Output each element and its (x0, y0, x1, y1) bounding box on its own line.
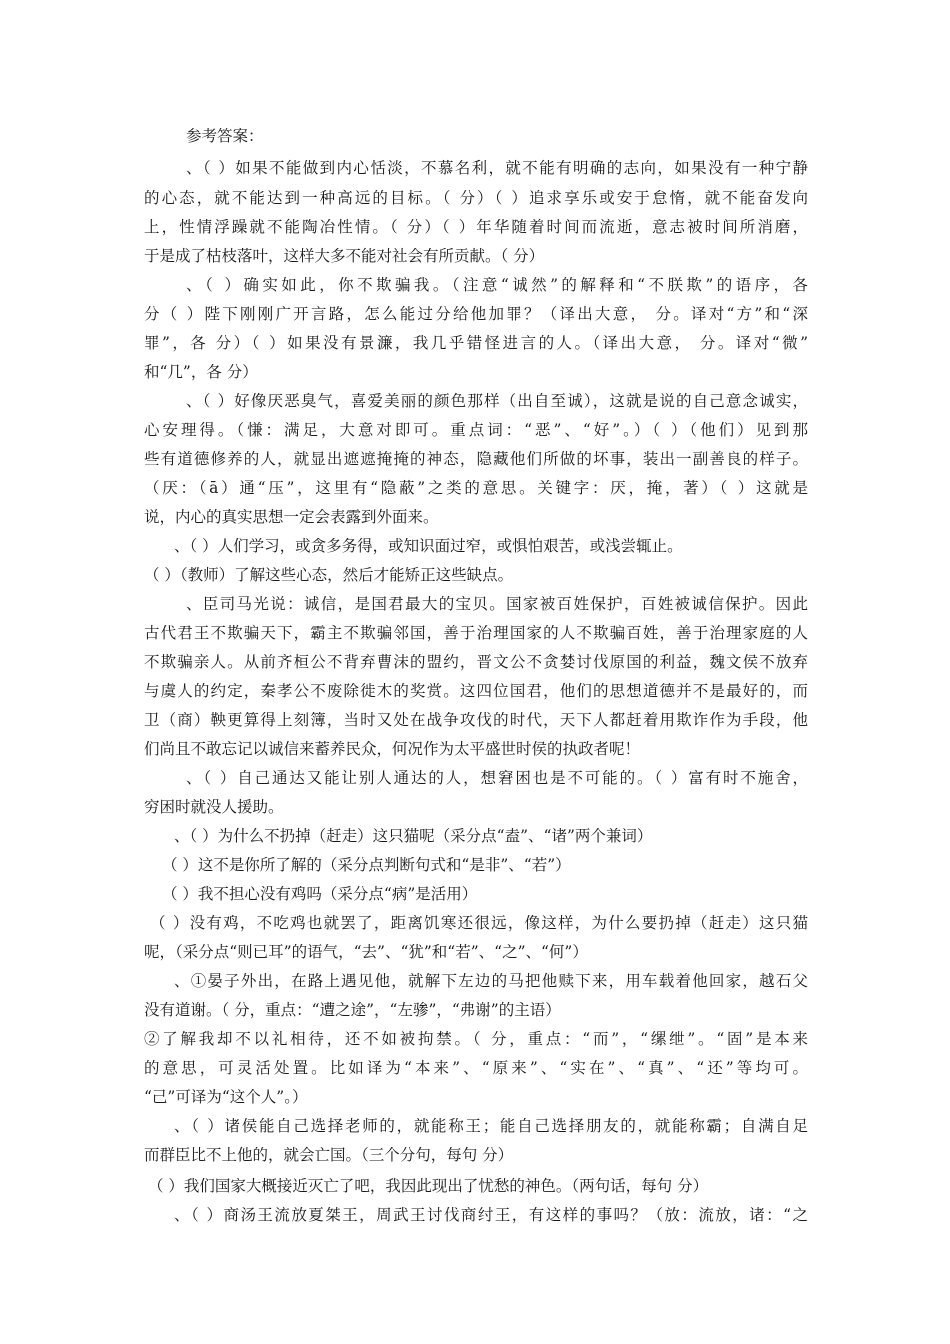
answer-1-line-2: 的心态，就不能达到一种高远的目标。（ 分）（ ）追求享乐或安于怠惰，就不能奋发向 (144, 189, 808, 207)
answer-2-line-2: 分（ ）陛下刚刚广开言路，怎么能过分给他加罪？（译出大意， 分。译对“方”和“深 (144, 305, 808, 323)
answer-7-line-4: （ ）没有鸡，不吃鸡也就罢了，距离饥寒还很远，像这样，为什么要扔掉（赶走）这只猫 (150, 914, 808, 932)
answer-2-line-4: 和“几”，各 分） (144, 363, 258, 381)
answer-5-line-1: 、臣司马光说：诚信，是国君最大的宝贝。国家被百姓保护，百姓被诚信保护。因此 (186, 595, 808, 613)
answer-8-line-4: 的意思，可灵活处置。比如译为“本来”、“原来”、“实在”、“真”、“还”等均可。 (144, 1059, 808, 1077)
answer-7-line-3: （ ）我不担心没有鸡吗（采分点“病”是活用） (162, 885, 478, 903)
answer-3-line-4: （厌：（ā）通“压”，这里有“隐蔽”之类的意思。关键字：厌，掩，著）（ ）这就是 (144, 479, 808, 497)
answer-8-line-3: ②了解我却不以礼相待，还不如被拘禁。（ 分，重点：“而”，“缧绁”。“固”是本来 (144, 1030, 808, 1048)
answer-2-line-3: 罪”，各 分）（ ）如果没有景濂，我几乎错怪进言的人。（译出大意， 分。译对“微” (144, 334, 808, 352)
answer-7-line-5: 呢，（采分点“则已耳”的语气，“去”、“犹”和“若”、“之”、“何”） (144, 943, 588, 961)
answer-3-line-3: 些有道德修养的人，就显出遮遮掩掩的神态，隐藏他们所做的坏事，装出一副善良的样子。 (144, 450, 808, 468)
answer-7-line-1: 、（ ）为什么不扔掉（赶走）这只猫呢（采分点“盍”、“诸”两个兼词） (174, 827, 653, 845)
answer-4-line-1: 、（ ）人们学习，或贪多务得，或知识面过窄，或惧怕艰苦，或浅尝辄止。 (174, 537, 683, 555)
answer-7-line-2: （ ）这不是你所了解的（采分点判断句式和“是非”、“若”） (162, 856, 571, 874)
answer-3-line-1: 、（ ）好像厌恶臭气，喜爱美丽的颜色那样（出自至诚），这就是说的自己意念诚实， (186, 392, 808, 410)
answer-9-line-1: 、（ ）诸侯能自己选择老师的，就能称王；能自己选择朋友的，就能称霸；自满自足 (174, 1117, 808, 1135)
answer-9-line-2: 而群臣比不上他的，就会亡国。（三个分句，每句 分） (144, 1146, 514, 1164)
answer-9-line-3: （ ）我们国家大概接近灭亡了吧，我因此现出了忧愁的神色。（两句话，每句 分） (148, 1177, 709, 1195)
answer-8-line-5: “己”可译为“这个人”。） (144, 1088, 308, 1106)
answer-10-line-1: 、（ ）商汤王流放夏桀王，周武王讨伐商纣王，有这样的事吗？（放：流放，诸：“之 (174, 1206, 808, 1224)
answer-6-line-1: 、（ ）自己通达又能让别人通达的人，想窘困也是不可能的。（ ）富有时不施舍， (186, 769, 808, 787)
answer-5-line-6: 们尚且不敢忘记以诚信来蓄养民众，何况作为太平盛世时侯的执政者呢！ (144, 740, 641, 758)
answer-1-line-4: 于是成了枯枝落叶，这样大多不能对社会有所贡献。（ 分） (144, 247, 545, 265)
answer-1-line-1: 、（ ）如果不能做到内心恬淡，不慕名利，就不能有明确的志向，如果没有一种宁静 (186, 159, 808, 177)
answer-1-line-3: 上，性情浮躁就不能陶冶性情。（ 分）（ ）年华随着时间而流逝，意志被时间所消磨， (144, 218, 808, 236)
answer-3-line-2: 心安理得。（慊：满足，大意对即可。重点词：“恶”、“好”。）（ ）（他们）见到那 (144, 421, 808, 439)
answer-5-line-2: 古代君王不欺骗天下，霸主不欺骗邻国，善于治理国家的人不欺骗百姓，善于治理家庭的人 (144, 624, 808, 642)
answer-heading: 参考答案： (186, 127, 264, 145)
answer-5-line-4: 与虞人的约定，秦孝公不废除徙木的奖赏。这四位国君，他们的思想道德并不是最好的，而 (144, 682, 808, 700)
answer-2-line-1: 、（ ）确实如此，你不欺骗我。（注意“诚然”的解释和“不朕欺”的语序，各 (186, 276, 808, 294)
answer-3-line-5: 说，内心的真实思想一定会表露到外面来。 (144, 508, 439, 526)
answer-8-line-1: 、①晏子外出，在路上遇见他，就解下左边的马把他赎下来，用车载着他回家，越石父 (174, 972, 808, 990)
answer-8-line-2: 没有道谢。（ 分，重点：“遭之途”，“左骖”，“弗谢”的主语） (144, 1001, 561, 1019)
answer-5-line-5: 卫（商）鞅更算得上刻簿，当时又处在战争攻伐的时代，天下人都赶着用欺诈作为手段，他 (144, 711, 808, 729)
answer-6-line-2: 穷困时就没人援助。 (144, 798, 284, 816)
answer-4-line-2: （ ）（教师）了解这些心态，然后才能矫正这些缺点。 (144, 566, 514, 584)
answer-5-line-3: 不欺骗亲人。从前齐桓公不背弃曹沫的盟约，晋文公不贪婪讨伐原国的利益，魏文侯不放弃 (144, 653, 808, 671)
